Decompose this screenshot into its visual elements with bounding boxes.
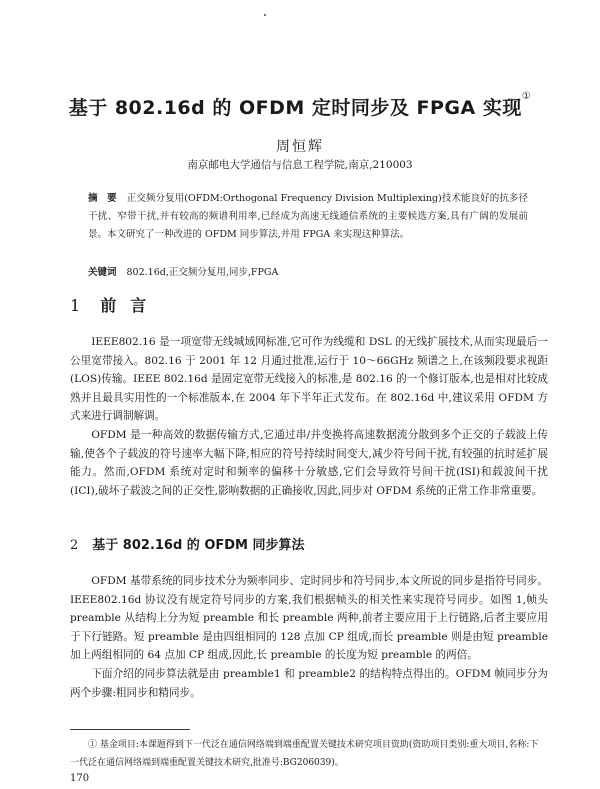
- affiliation: 南京邮电大学通信与信息工程学院,南京,210003: [187, 159, 413, 171]
- paper-title: [0, 93, 600, 120]
- paragraph: 下面介绍的同步算法就是由 preamble1 和 preamble2 的结构特点得出的。OFDM 帧同步分为两个步骤:粗同步和精同步。: [70, 667, 548, 699]
- footnote-mark: ①: [88, 740, 98, 750]
- keywords-text: 802.16d,正交频分复用,同步,FPGA: [126, 267, 279, 278]
- title-text: 基于 802.16d 的 OFDM 定时同步及 FPGA 实现: [68, 97, 522, 119]
- title-footnote-mark: ①: [521, 91, 532, 102]
- section-1-number: 1: [70, 296, 81, 315]
- section-2-heading: [70, 534, 305, 553]
- keywords: [88, 264, 528, 278]
- section-2-title: 基于 802.16d 的 OFDM 同步算法: [92, 538, 305, 553]
- section-2-number: 2: [70, 538, 79, 553]
- section-1-title: 前言: [100, 296, 161, 315]
- paragraph: IEEE802.16 是一项宽带无线城域网标准,它可作为线缆和 DSL 的无线扩展技术,从而实现最后一公里宽带接入。802.16 于 2001 年 12 月通过批准,运行于 10～66GHz 频谱之上,在该频段要求视距(LOS)传输。IEEE 802.16d 是固定宽带无线接入的标准,是 802.16 的一个修订版本,也是相对比较成熟并且最具实用性的一个标准版本,在 2004 年下半年正式发布。在 802.16d 中,建议采用 OFDM 方式来进行调制解调。: [70, 336, 548, 423]
- paragraph: OFDM 基带系统的同步技术分为频率同步、定时同步和符号同步,本文所说的同步是指符号同步。IEEE802.16d 协议没有规定符号同步的方案,我们根据帧头的相关性来实现符号同步。如图 1,帧头 preamble 从结构上分为短 preamble 和长 preamble 两种,前者主要应用于上行链路,后者主要应用于下行链路。短 preamble 是由四组相同的 128 点加 CP 组成,而长 preamble 则是由短 preamble 加上两组相同的 64 点加 CP 组成,因此,长 preamble 的长度为短 preamble 的两倍。: [70, 575, 548, 662]
- stray-dot: [264, 14, 266, 16]
- abstract-text: 正交频分复用(OFDM:Orthogonal Frequency Division Multiplexing)技术能良好的抗多径干扰、窄带干扰,并有较高的频谱利用率,已经成为高速无线通信系统的主要候选方案,具有广阔的发展前景。本文研究了一种改进的 OFDM 同步算法,并用 FPGA 来实现这种算法。: [88, 193, 528, 240]
- footnote-divider: [70, 729, 190, 730]
- author-name: 周恒辉: [276, 139, 324, 155]
- footnote-text: 基金项目:本课题得到下一代泛在通信网络端到端重配置关键技术研究项目资助(资助项目类别:重大项目,名称:下一代泛在通信网络端到端重配置关键技术研究,批准号:BG206039)。: [70, 740, 539, 768]
- abstract-label: 摘 要: [88, 193, 117, 204]
- section-1-heading: [70, 293, 160, 316]
- abstract: [88, 190, 528, 244]
- section-2-body: [70, 572, 548, 702]
- paragraph: OFDM 是一种高效的数据传输方式,它通过串/并变换将高速数据流分散到多个正交的子载波上传输,使各个子载波的符号速率大幅下降,相应的符号持续时间变大,减少符号间干扰,有较强的抗时延扩展能力。然而,OFDM 系统对定时和频率的偏移十分敏感,它们会导致符号间干扰(ISI)和载波间干扰(ICI),破坏子载波之间的正交性,影响数据的正确接收,因此,同步对 OFDM 系统的正常工作非常重要。: [70, 428, 548, 497]
- keywords-label: 关键词: [88, 267, 117, 278]
- footnote: [70, 736, 540, 772]
- section-1-body: [70, 333, 548, 500]
- page-number: 170: [70, 773, 90, 784]
